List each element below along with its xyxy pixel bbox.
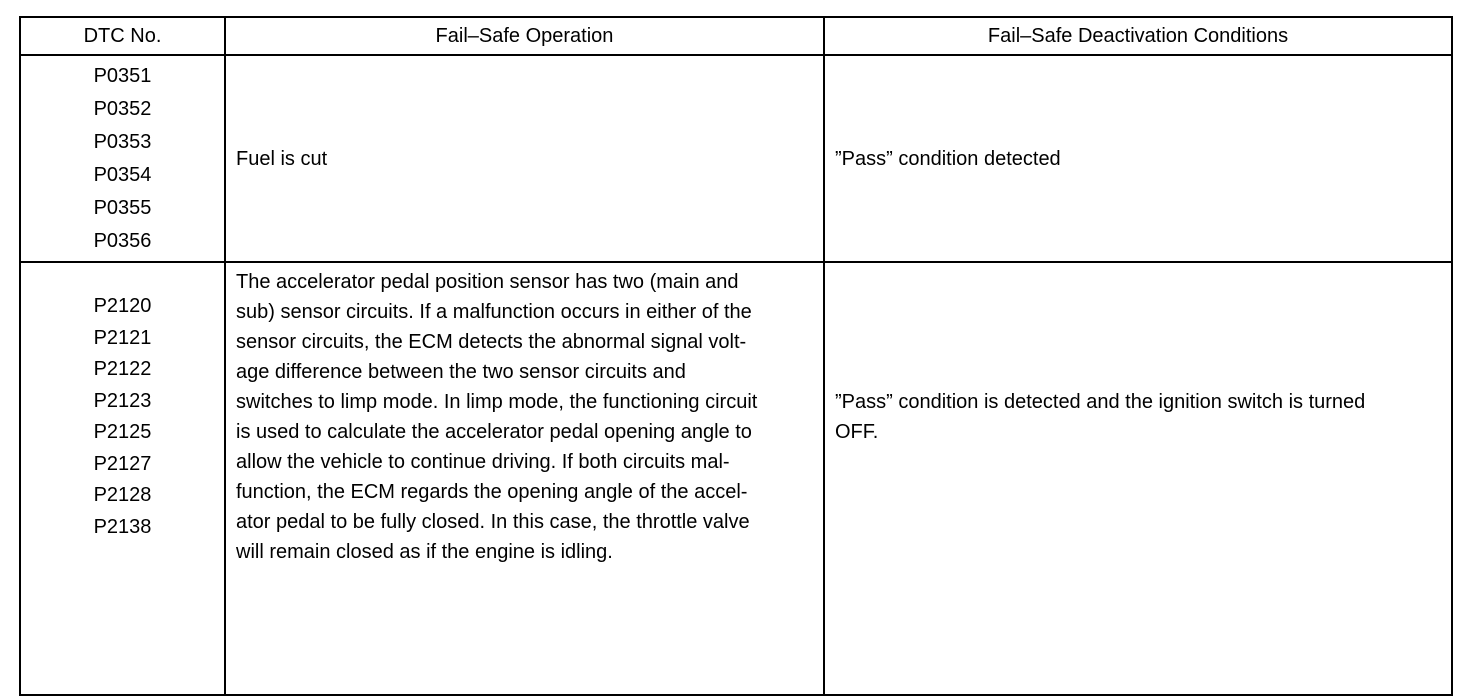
dtc-code: P2128 xyxy=(93,484,152,506)
operation-line: function, the ECM regards the opening angle of the accel- xyxy=(236,481,748,503)
operation-line: sub) sensor circuits. If a malfunction occurs in either of the xyxy=(236,301,752,323)
dtc-code: P0353 xyxy=(93,130,152,153)
header-dtc-no: DTC No. xyxy=(20,17,225,55)
header-fail-safe-operation: Fail–Safe Operation xyxy=(225,17,824,55)
operation-line: switches to limp mode. In limp mode, the functioning circuit xyxy=(236,391,758,413)
operation-line: allow the vehicle to continue driving. If both circuits mal- xyxy=(236,451,730,473)
dtc-code: P2120 xyxy=(93,295,152,317)
dtc-code: P0356 xyxy=(93,229,152,252)
operation-line: ator pedal to be fully closed. In this case, the throttle valve xyxy=(236,511,750,533)
dtc-code: P0354 xyxy=(93,163,152,186)
dtc-code: P2122 xyxy=(93,358,152,380)
operation-line: age difference between the two sensor circuits and xyxy=(236,361,686,383)
fail-safe-operation-cell xyxy=(225,262,824,695)
dtc-code: P2123 xyxy=(93,389,152,412)
operation-line: The accelerator pedal position sensor has two (main and xyxy=(236,271,739,293)
dtc-cell xyxy=(20,262,225,695)
operation-line: will remain closed as if the engine is idling. xyxy=(236,541,613,563)
operation-line: sensor circuits, the ECM detects the abnormal signal volt- xyxy=(236,331,747,353)
table-row xyxy=(20,55,1452,262)
deactivation-line: OFF. xyxy=(835,421,879,443)
dtc-code: P2121 xyxy=(93,326,152,349)
fail-safe-table xyxy=(19,16,1453,696)
fail-safe-operation-cell: Fuel is cut xyxy=(225,55,824,262)
dtc-code: P2127 xyxy=(93,452,152,475)
table-row xyxy=(20,262,1452,695)
dtc-code: P0355 xyxy=(93,196,152,219)
dtc-code: P2125 xyxy=(93,421,152,443)
deactivation-line: ”Pass” condition is detected and the ignition switch is turned xyxy=(835,391,1366,413)
header-fail-safe-deactivation-conditions: Fail–Safe Deactivation Conditions xyxy=(824,17,1452,55)
dtc-cell xyxy=(20,55,225,262)
dtc-code: P0352 xyxy=(93,97,152,120)
fail-safe-deactivation-cell xyxy=(824,262,1452,695)
fail-safe-deactivation-cell: ”Pass” condition detected xyxy=(824,55,1452,262)
dtc-code: P2138 xyxy=(93,515,152,538)
dtc-code: P0351 xyxy=(93,64,152,87)
operation-line: is used to calculate the accelerator pedal opening angle to xyxy=(236,421,752,443)
table-header-row xyxy=(20,17,1452,55)
